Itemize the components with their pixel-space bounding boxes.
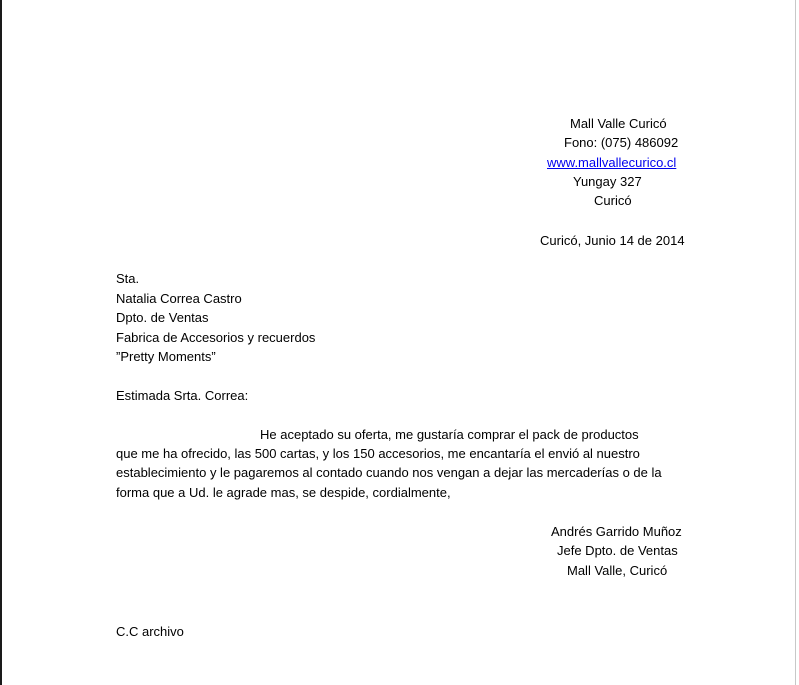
body-line-2: que me ha ofrecido, las 500 cartas, y los 150 accesorios, me encantaría el envió al nuestro	[116, 446, 640, 461]
sender-address: Yungay 327	[573, 174, 642, 189]
recipient-brand: ”Pretty Moments”	[116, 349, 216, 364]
letter-date: Curicó, Junio 14 de 2014	[540, 233, 685, 248]
sender-name: Mall Valle Curicó	[570, 116, 667, 131]
recipient-name: Natalia Correa Castro	[116, 291, 242, 306]
body-line-4: forma que a Ud. le agrade mas, se despide, cordialmente,	[116, 485, 451, 500]
sender-city: Curicó	[594, 193, 632, 208]
signature-name: Andrés Garrido Muñoz	[551, 524, 682, 539]
signature-title: Jefe Dpto. de Ventas	[557, 543, 678, 558]
recipient-department: Dpto. de Ventas	[116, 310, 209, 325]
body-line-1: He aceptado su oferta, me gustaría comprar el pack de productos	[260, 427, 639, 442]
sender-website-link[interactable]: www.mallvallecurico.cl	[547, 155, 677, 170]
page-right-border	[795, 0, 796, 685]
recipient-title: Sta.	[116, 271, 140, 286]
signature-org: Mall Valle, Curicó	[567, 563, 668, 578]
page-left-border	[0, 0, 2, 685]
body-line-3: establecimiento y le pagaremos al contado cuando nos vengan a dejar las mercaderías o de la	[116, 465, 662, 480]
sender-phone: Fono: (075) 486092	[564, 135, 679, 150]
recipient-company: Fabrica de Accesorios y recuerdos	[116, 330, 316, 345]
cc-note: C.C archivo	[116, 624, 184, 639]
greeting: Estimada Srta. Correa:	[116, 388, 249, 403]
